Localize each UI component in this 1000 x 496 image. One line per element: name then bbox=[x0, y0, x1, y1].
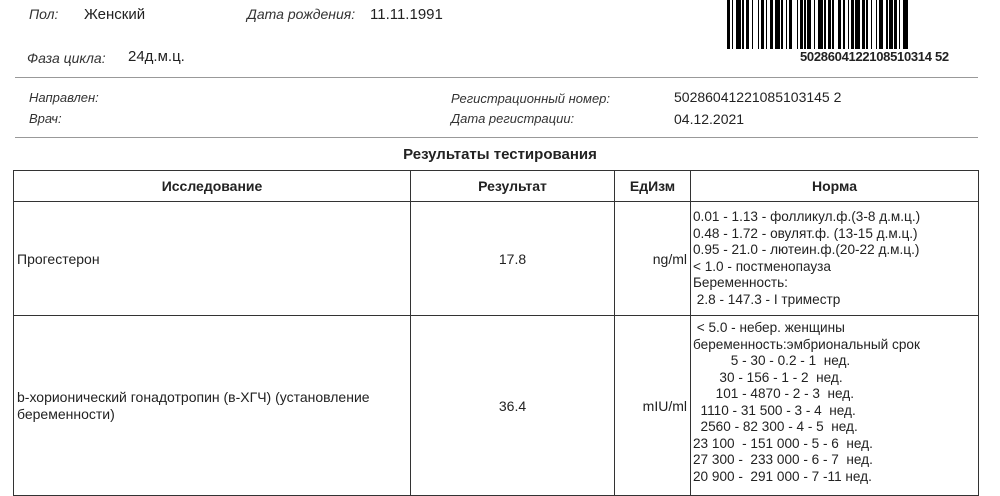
cycle-value: 24д.м.ц. bbox=[128, 48, 185, 65]
gender-value: Женский bbox=[84, 6, 146, 23]
column-header: Исследование bbox=[14, 171, 411, 202]
test-norm bbox=[691, 202, 979, 316]
norm-line: 5 - 30 - 0.2 - 1 нед. bbox=[693, 353, 851, 368]
doctor-label: Врач: bbox=[29, 111, 62, 126]
column-header: Норма bbox=[691, 171, 979, 202]
reg-number-value: 50286041221085103145 2 bbox=[674, 89, 842, 105]
norm-line: 30 - 156 - 1 - 2 нед. bbox=[693, 369, 843, 385]
dob-label: Дата рождения: bbox=[247, 6, 356, 22]
gender-label: Пол: bbox=[29, 6, 59, 22]
test-name: b-хорионический гонадотропин (в-ХГЧ) (установление беременности) bbox=[14, 316, 411, 496]
test-name: Прогестерон bbox=[14, 202, 411, 316]
test-unit: mIU/ml bbox=[615, 316, 691, 496]
column-header: ЕдИзм bbox=[615, 171, 691, 202]
norm-line: беременность:эмбриональный срок bbox=[693, 336, 920, 352]
barcode bbox=[727, 0, 960, 49]
reg-date-value: 04.12.2021 bbox=[674, 111, 745, 127]
norm-line: < 5.0 - небер. женщины bbox=[693, 320, 845, 335]
table-row bbox=[14, 202, 979, 316]
norm-line: 20 900 - 291 000 - 7 -11 нед. bbox=[693, 468, 872, 484]
reg-date-label: Дата регистрации: bbox=[451, 111, 575, 126]
test-unit: ng/ml bbox=[615, 202, 691, 316]
norm-line: < 1.0 - постменопауза bbox=[693, 258, 831, 274]
results-table bbox=[13, 170, 979, 496]
column-header: Результат bbox=[411, 171, 615, 202]
test-result: 17.8 bbox=[411, 202, 615, 316]
norm-line: 0.95 - 21.0 - лютеин.ф.(20-22 д.м.ц.) bbox=[693, 242, 920, 257]
norm-line: Беременность: bbox=[693, 275, 788, 290]
barcode-number: 5028604122108510314 52 bbox=[800, 49, 949, 64]
norm-line: 27 300 - 233 000 - 6 - 7 нед. bbox=[693, 452, 873, 467]
cycle-label: Фаза цикла: bbox=[27, 50, 106, 66]
table-row bbox=[14, 316, 979, 496]
table-header-row bbox=[14, 171, 979, 202]
dob-value: 11.11.1991 bbox=[370, 6, 443, 23]
norm-line: 1110 - 31 500 - 3 - 4 нед. bbox=[693, 402, 856, 418]
norm-line: 0.01 - 1.13 - фолликул.ф.(3-8 д.м.ц.) bbox=[693, 209, 921, 224]
test-norm bbox=[691, 316, 979, 496]
norm-line: 23 100 - 151 000 - 5 - 6 нед. bbox=[693, 435, 873, 451]
norm-line: 0.48 - 1.72 - овулят.ф. (13-15 д.м.ц.) bbox=[693, 225, 918, 241]
results-title: Результаты тестирования bbox=[403, 146, 597, 163]
norm-line: 2560 - 82 300 - 4 - 5 нед. bbox=[693, 419, 858, 434]
referred-label: Направлен: bbox=[29, 90, 99, 105]
test-result: 36.4 bbox=[411, 316, 615, 496]
divider bbox=[15, 77, 978, 78]
norm-line: 2.8 - 147.3 - I триместр bbox=[693, 291, 841, 307]
norm-line: 101 - 4870 - 2 - 3 нед. bbox=[693, 386, 854, 401]
barcode-stripe bbox=[908, 0, 910, 49]
divider bbox=[15, 137, 978, 138]
reg-number-label: Регистрационный номер: bbox=[451, 91, 611, 106]
